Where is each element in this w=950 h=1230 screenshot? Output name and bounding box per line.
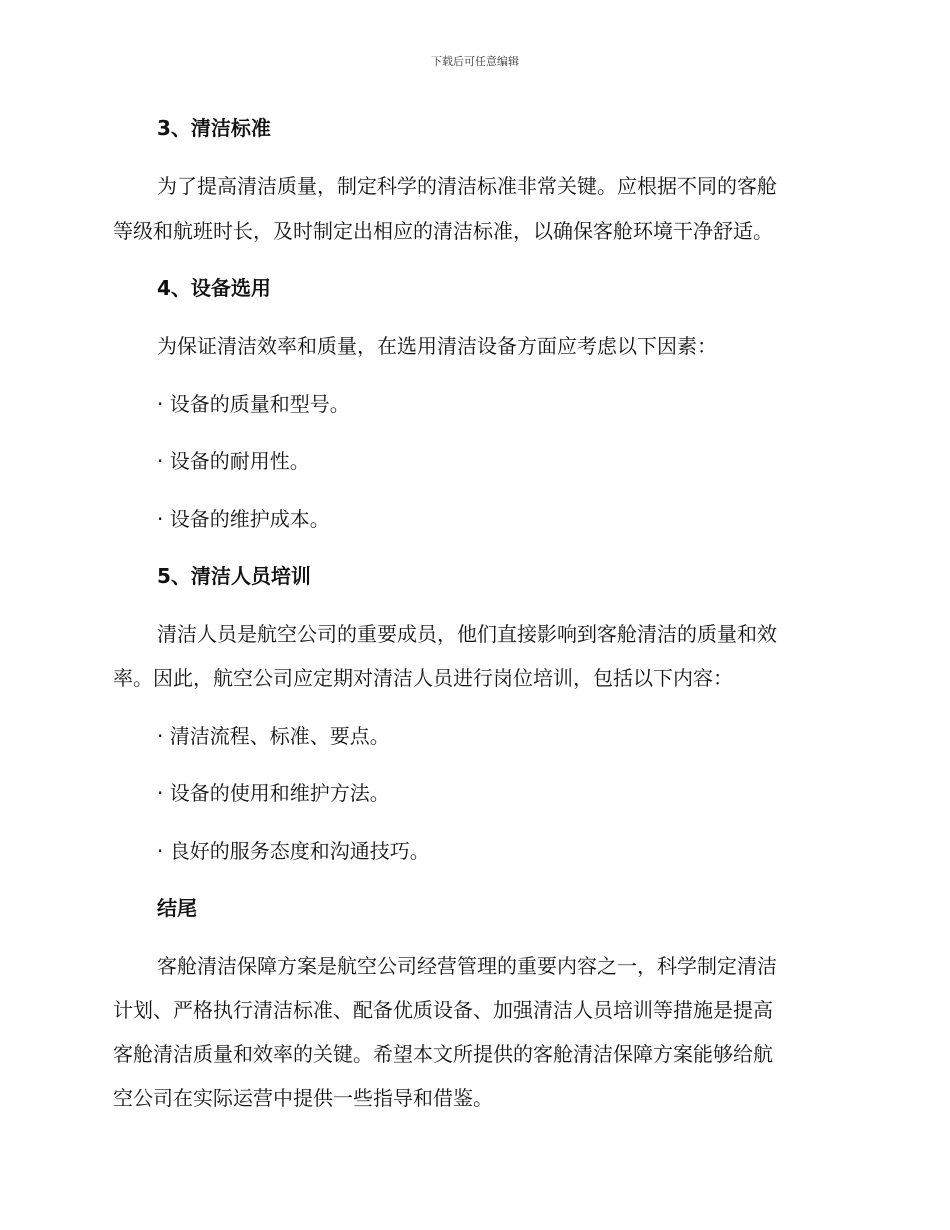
- conclusion-heading: 结尾: [157, 896, 197, 920]
- section-4-bullet: · 设备的耐用性。: [157, 449, 310, 473]
- section-3-paragraph-line-1: 为了提高清洁质量，制定科学的清洁标准非常关键。应根据不同的客舱: [157, 174, 777, 198]
- section-5-heading: 5、清洁人员培训: [157, 564, 311, 588]
- section-3-heading: 3、清洁标准: [157, 116, 271, 140]
- section-3-paragraph-line-2: 等级和航班时长，及时制定出相应的清洁标准，以确保客舱环境干净舒适。: [113, 219, 773, 243]
- section-4-bullet: · 设备的质量和型号。: [157, 392, 350, 416]
- conclusion-line-4: 空公司在实际运营中提供一些指导和借鉴。: [113, 1086, 493, 1110]
- conclusion-line-1: 客舱清洁保障方案是航空公司经营管理的重要内容之一，科学制定清洁: [157, 954, 777, 978]
- conclusion-line-2: 计划、严格执行清洁标准、配备优质设备、加强清洁人员培训等措施是提高: [113, 998, 773, 1022]
- section-4-bullet: · 设备的维护成本。: [157, 507, 330, 531]
- section-5-paragraph-line-1: 清洁人员是航空公司的重要成员，他们直接影响到客舱清洁的质量和效: [157, 622, 777, 646]
- section-5-bullet: · 良好的服务态度和沟通技巧。: [157, 839, 430, 863]
- page-header: 下载后可任意编辑: [431, 55, 519, 68]
- conclusion-line-3: 客舱清洁质量和效率的关键。希望本文所提供的客舱清洁保障方案能够给航: [113, 1042, 773, 1066]
- section-5-bullet: · 设备的使用和维护方法。: [157, 781, 390, 805]
- section-5-bullet: · 清洁流程、标准、要点。: [157, 724, 390, 748]
- section-4-intro: 为保证清洁效率和质量，在选用清洁设备方面应考虑以下因素：: [157, 334, 717, 358]
- section-5-paragraph-line-2: 率。因此，航空公司应定期对清洁人员进行岗位培训，包括以下内容：: [113, 666, 733, 690]
- section-4-heading: 4、设备选用: [157, 276, 271, 300]
